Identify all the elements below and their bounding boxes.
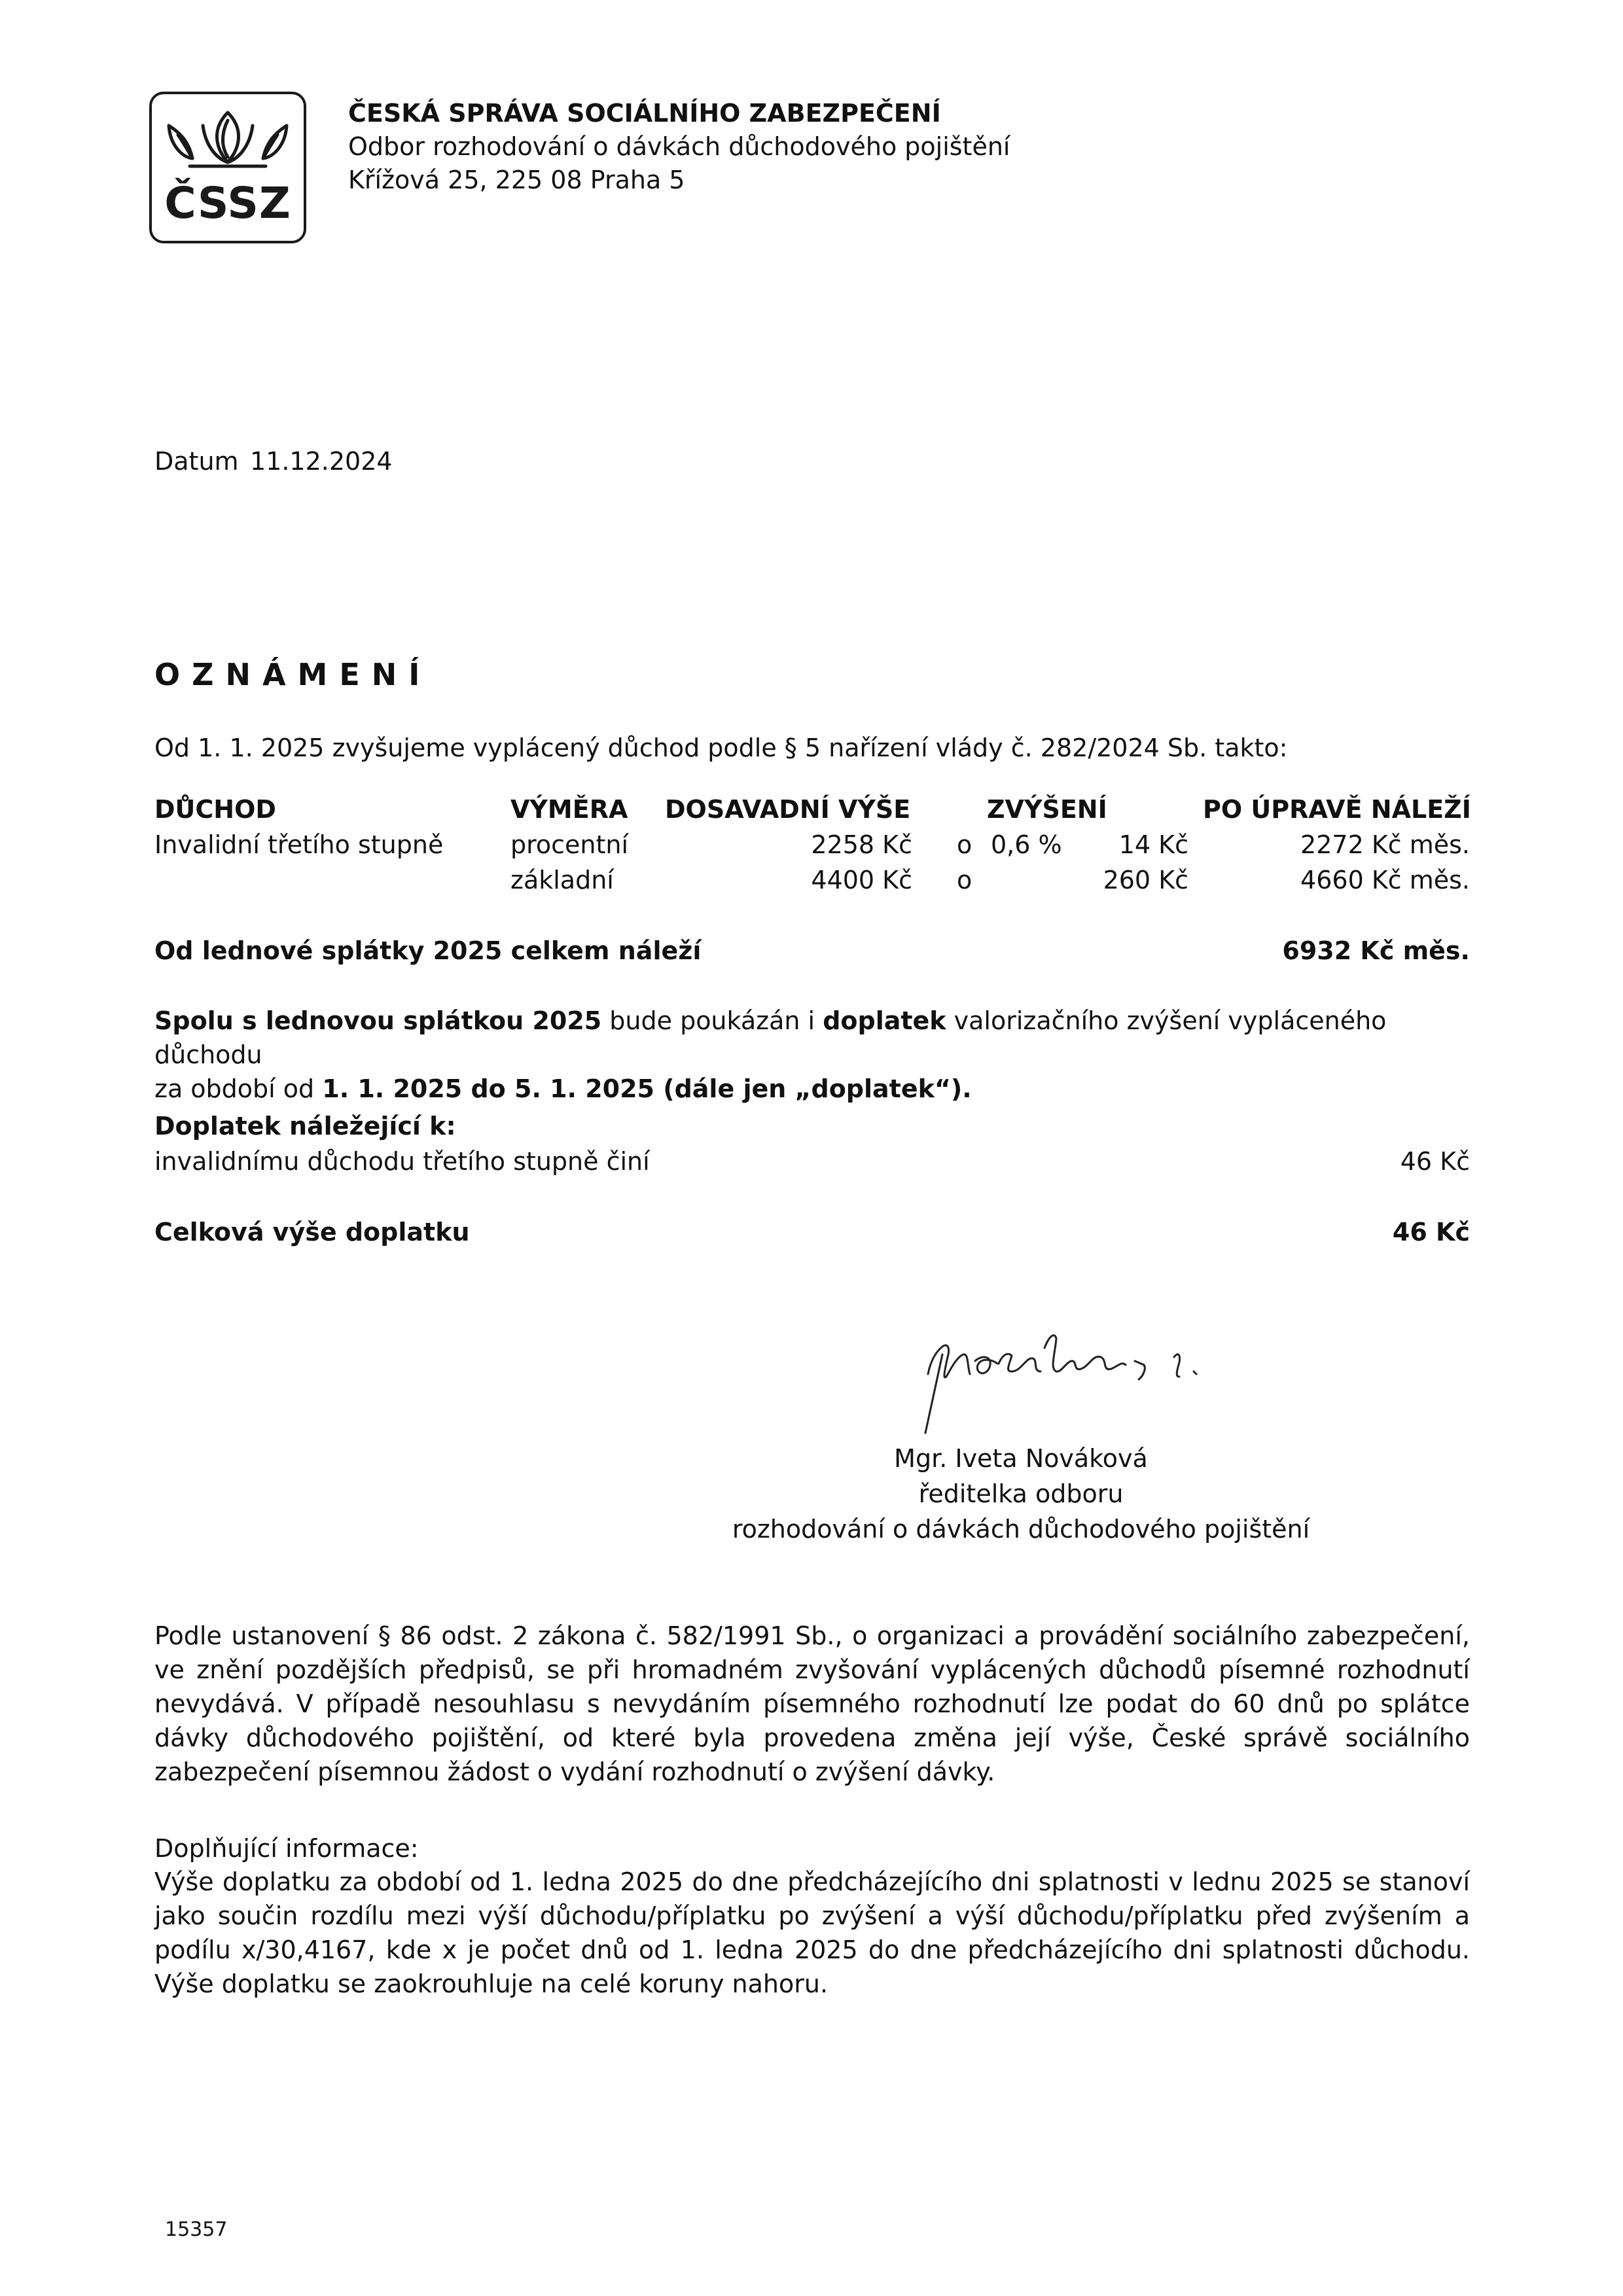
supplement-text-3: doplatek [823, 1006, 946, 1035]
supplement-text-4: valorizačního zvýšení vypláceného důchodu [154, 1006, 1387, 1069]
row1-current: 2258 Kč [811, 830, 912, 859]
date-label: Datum [154, 447, 239, 476]
supplement-total-value: 46 Kč [1392, 1218, 1470, 1246]
org-name: ČESKÁ SPRÁVA SOCIÁLNÍHO ZABEZPEČENÍ [348, 99, 941, 128]
signatory-department: rozhodování o dávkách důchodového pojištění [732, 1515, 1310, 1544]
row1-increase: 14 Kč [1118, 830, 1188, 859]
supplement-total-label: Celková výše doplatku [154, 1218, 470, 1246]
row1-type: procentní [510, 830, 629, 859]
total-label: Od lednové splátky 2025 celkem náleží [154, 936, 702, 965]
supplement-text-6: 1. 1. 2025 do 5. 1. 2025 (dále jen „doplatek“). [322, 1074, 972, 1103]
additional-heading: Doplňující informace: [154, 1834, 419, 1863]
supplement-item-label: invalidnímu důchodu třetího stupně činí [154, 1147, 650, 1176]
col-header-pension: DŮCHOD [154, 795, 276, 824]
footer-code: 15357 [165, 2218, 228, 2241]
supplement-paragraph [154, 1004, 1470, 1106]
signatory-role: ředitelka odboru [918, 1479, 1124, 1508]
address: Křížová 25, 225 08 Praha 5 [348, 166, 685, 194]
legal-paragraph: Podle ustanovení § 86 odst. 2 zákona č. 582/1991 Sb., o organizaci a provádění sociálního zabezpečení, ve znění pozdějších předpisů, se při hromadném zvyšování vyplácených důchodů písemné rozhodnutí nevydává. V případě nesouhlasu s nevydáním písemného rozhodnutí lze podat do 60 dnů po splátce dávky důchodového pojištění, od které byla provedena změna její výše, České správě sociálního zabezpečení písemnou žádost o vydání rozhodnutí o zvýšení dávky. [154, 1621, 1470, 1786]
col-header-new: PO ÚPRAVĚ NÁLEŽÍ [1203, 795, 1471, 824]
row1-new: 2272 Kč měs. [1300, 830, 1470, 859]
handwritten-signature [916, 1309, 1257, 1439]
date-value: 11.12.2024 [250, 447, 393, 476]
col-header-type: VÝMĚRA [510, 795, 628, 824]
row2-increase: 260 Kč [1103, 866, 1188, 894]
intro-text: Od 1. 1. 2025 zvyšujeme vyplácený důchod podle § 5 nařízení vlády č. 282/2024 Sb. takto: [154, 733, 1288, 762]
signatory-name: Mgr. Iveta Nováková [894, 1444, 1148, 1473]
total-value: 6932 Kč měs. [1282, 936, 1470, 965]
row1-pension: Invalidní třetího stupně [154, 830, 444, 859]
row1-percent: 0,6 % [991, 830, 1062, 859]
row1-o: o [957, 830, 972, 859]
additional-paragraph: Výše doplatku za období od 1. ledna 2025 do dne předcházejícího dni splatnosti v lednu 2025 se stanoví jako součin rozdílu mezi výší důchodu/příplatku po zvýšení a výší důchodu/příplatku před zvýšením a podílu x/30,4167, kde x je počet dnů od 1. ledna 2025 do dne předcházejícího dni splatnosti důchodu. Výše doplatku se zaokrouhluje na celé koruny nahoru. [154, 1867, 1470, 1998]
department-name: Odbor rozhodování o dávkách důchodového pojištění [348, 132, 1010, 161]
supplement-heading: Doplatek náležející k: [154, 1112, 456, 1140]
supplement-item-value: 46 Kč [1400, 1147, 1470, 1176]
supplement-text-2: bude poukázán i [601, 1006, 823, 1035]
cssz-logo [149, 92, 306, 243]
document-title: OZNÁMENÍ [154, 657, 432, 692]
supplement-text-5: za období od [154, 1074, 323, 1103]
supplement-text-1: Spolu s lednovou splátkou 2025 [154, 1006, 602, 1035]
row2-o: o [957, 866, 972, 894]
row2-new: 4660 Kč měs. [1300, 866, 1470, 894]
row2-type: základní [510, 866, 614, 894]
col-header-increase: ZVÝŠENÍ [987, 795, 1107, 824]
row2-current: 4400 Kč [811, 866, 912, 894]
lily-emblem-icon [164, 106, 292, 178]
col-header-current: DOSAVADNÍ VÝŠE [665, 795, 911, 824]
logo-text: ČSSZ [164, 178, 291, 228]
